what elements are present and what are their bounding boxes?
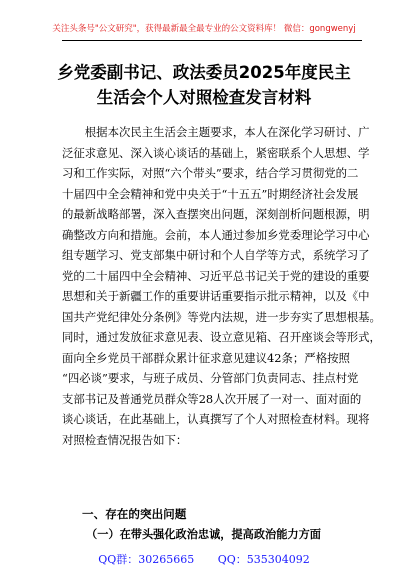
body-line: 对照检查情况报告如下： bbox=[62, 432, 188, 447]
title-line-2: 生活会个人对照检查发言材料 bbox=[96, 88, 312, 107]
body-line: “四必谈”要求，与班子成员、分管部门负责同志、挂点村党 bbox=[62, 371, 359, 385]
body-line: 同时，通过发放征求意见表、设立意见箱、召开座谈会等形式， bbox=[62, 330, 381, 344]
body-line: 习和工作实际，对照“六个带头”要求，结合学习贯彻党的二 bbox=[62, 166, 359, 180]
body-line: 面向全乡党员干部群众累计征求意见建议42条；严格按照 bbox=[62, 350, 350, 365]
body-line: 确整改方向和措施。会前，本人通过参加乡党委理论学习中心 bbox=[62, 227, 370, 242]
body-line: 国共产党纪律处分条例》等党内法规，进一步夯实了思想根基。 bbox=[62, 309, 381, 324]
body-line: 谈心谈话，在此基础上，认真撰写了个人对照检查材料。现将 bbox=[62, 412, 370, 426]
section-heading: 一、存在的突出问题 bbox=[82, 507, 187, 521]
header-promo-note: 关注头条号"公文研究"，获得最新最全最专业的公文资料库！ 微信：gongwenyj bbox=[52, 24, 356, 34]
subsection-heading: （一）在带头强化政治忠诚，提高政治能力方面 bbox=[86, 528, 321, 541]
body-line: 支部书记及普通党员群众等28人次开展了一对一、面对面的 bbox=[62, 391, 362, 406]
body-line: 思想和关于新疆工作的重要讲话重要指示批示精神，以及《中 bbox=[62, 289, 370, 303]
header-divider bbox=[62, 40, 362, 41]
title-line-1: 乡党委副书记、政法委员2025年度民主 bbox=[57, 63, 351, 82]
body-line: 的最新战略部署，深入查摆突出问题，深刻剖析问题根源，明 bbox=[62, 207, 370, 221]
footer-qq: QQ：535304092 bbox=[217, 553, 310, 566]
footer-qq-group: QQ群：30265665 bbox=[98, 553, 195, 566]
document-title bbox=[0, 60, 408, 110]
body-line: 泛征求意见、深入谈心谈话的基础上，紧密联系个人思想、学 bbox=[62, 145, 370, 160]
document-body bbox=[62, 122, 381, 450]
body-line: 十届四中全会精神和党中央关于“十五五”时期经济社会发展 bbox=[62, 186, 359, 201]
footer-contact bbox=[0, 551, 408, 567]
body-line: 党的二十届四中全会精神、习近平总书记关于党的建设的重要 bbox=[62, 268, 370, 283]
body-line: 组专题学习、党支部集中研讨和个人自学等方式，系统学习了 bbox=[62, 248, 370, 262]
body-line: 根据本次民主生活会主题要求，本人在深化学习研讨、广 bbox=[62, 125, 370, 139]
